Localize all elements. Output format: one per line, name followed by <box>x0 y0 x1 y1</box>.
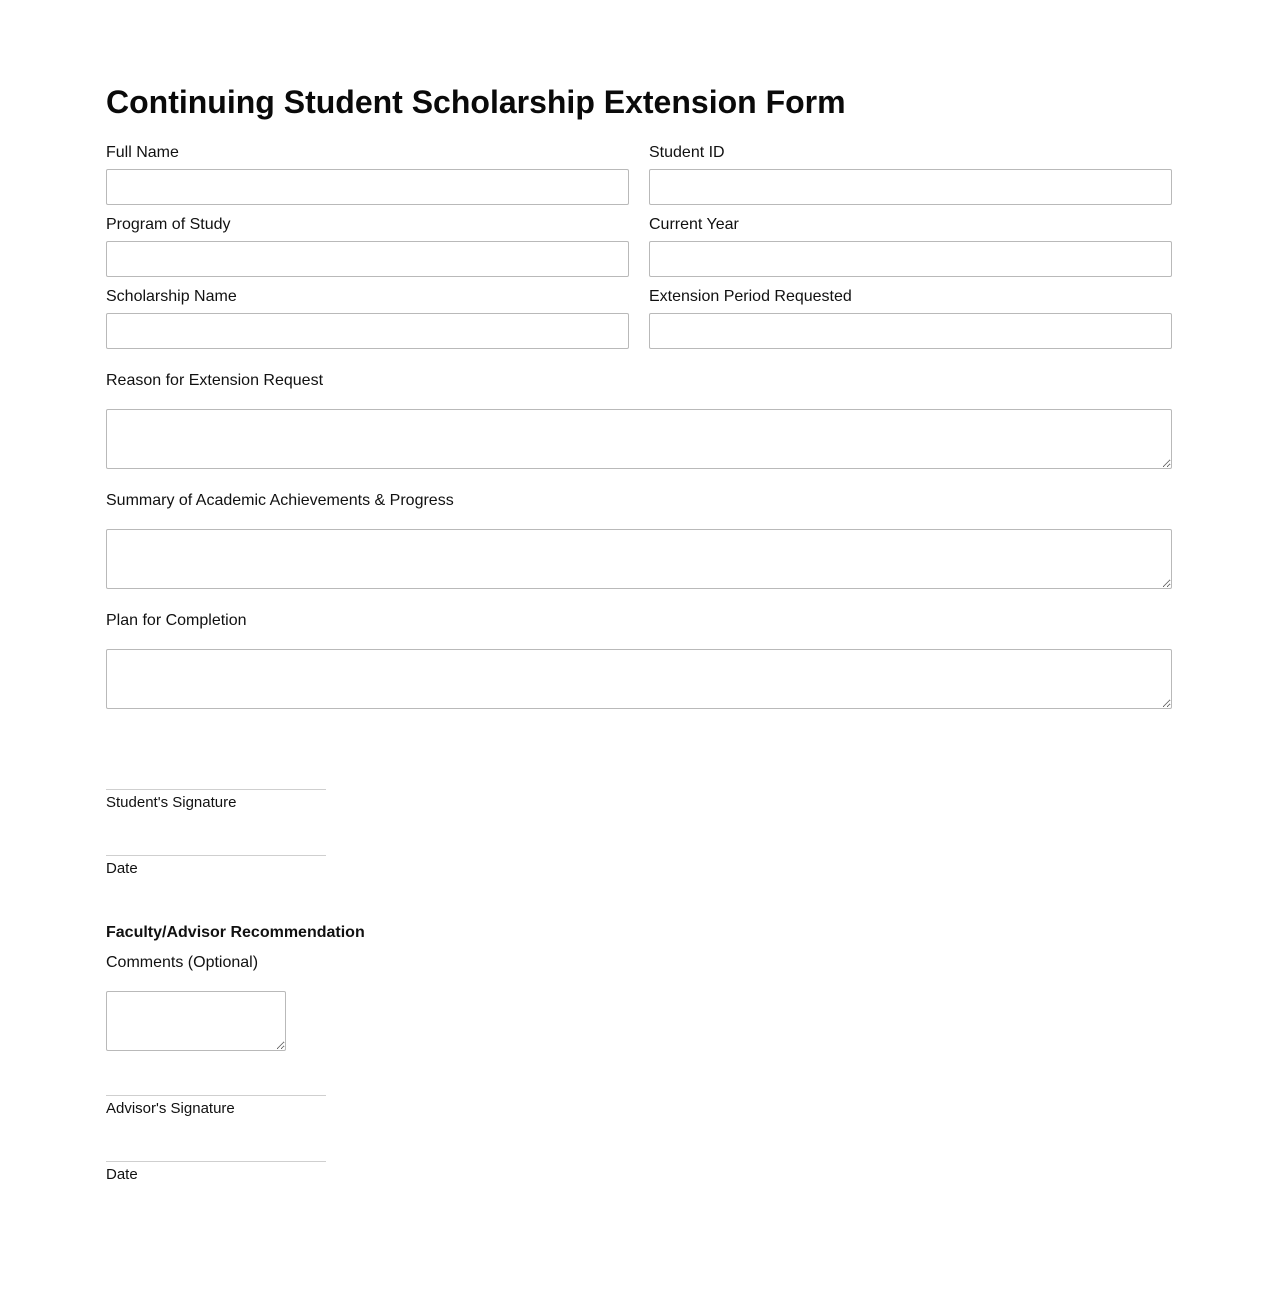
advisor-section-heading: Faculty/Advisor Recommendation <box>106 924 365 941</box>
student-id-input[interactable] <box>649 169 1172 205</box>
current-year-label: Current Year <box>649 216 739 233</box>
student-signature-label: Student's Signature <box>106 794 237 811</box>
student-signature-line[interactable] <box>106 789 326 790</box>
full-name-input[interactable] <box>106 169 629 205</box>
full-name-label: Full Name <box>106 144 179 161</box>
student-date-line[interactable] <box>106 855 326 856</box>
extension-period-input[interactable] <box>649 313 1172 349</box>
advisor-signature-line[interactable] <box>106 1095 326 1096</box>
scholarship-name-label: Scholarship Name <box>106 288 237 305</box>
scholarship-name-input[interactable] <box>106 313 629 349</box>
advisor-date-line[interactable] <box>106 1161 326 1162</box>
achievements-label: Summary of Academic Achievements & Progress <box>106 492 454 509</box>
reason-label: Reason for Extension Request <box>106 372 324 389</box>
current-year-input[interactable] <box>649 241 1172 277</box>
comments-textarea[interactable] <box>106 991 286 1051</box>
advisor-signature-label: Advisor's Signature <box>106 1100 235 1117</box>
program-of-study-label: Program of Study <box>106 216 231 233</box>
page-title: Continuing Student Scholarship Extension Form <box>106 84 846 120</box>
achievements-textarea[interactable] <box>106 529 1172 589</box>
student-date-label: Date <box>106 860 138 877</box>
reason-textarea[interactable] <box>106 409 1172 469</box>
plan-textarea[interactable] <box>106 649 1172 709</box>
comments-label: Comments (Optional) <box>106 954 259 971</box>
extension-period-label: Extension Period Requested <box>649 288 852 305</box>
advisor-date-label: Date <box>106 1166 138 1183</box>
program-of-study-input[interactable] <box>106 241 629 277</box>
student-id-label: Student ID <box>649 144 725 161</box>
plan-label: Plan for Completion <box>106 612 247 629</box>
